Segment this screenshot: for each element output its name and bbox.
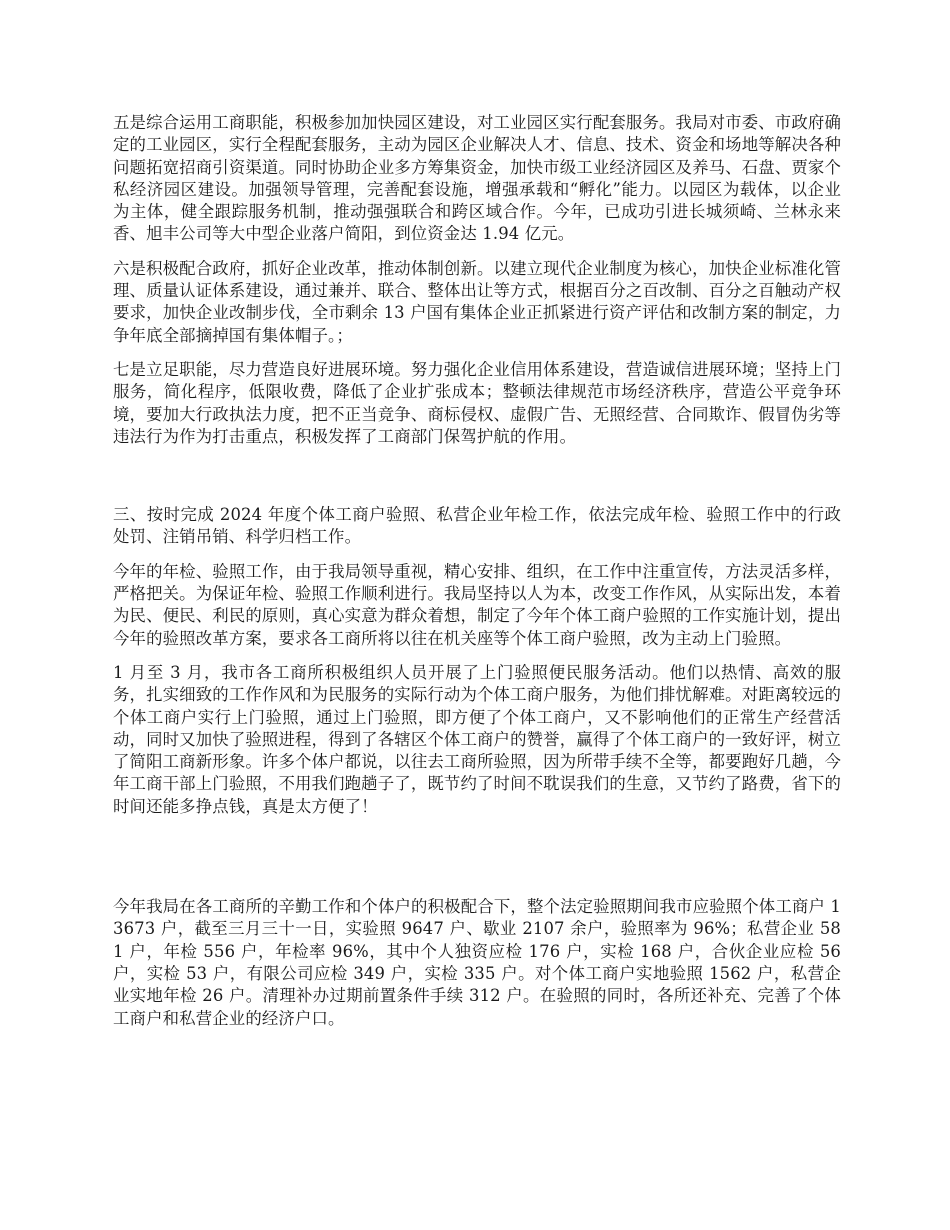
paragraph-spacer <box>113 650 841 662</box>
paragraph-spacer <box>113 246 841 258</box>
paragraph-park-construction: 五是综合运用工商职能，积极参加加快园区建设，对工业园区实行配套服务。我局对市委、市政府确定的工业园区，实行全程配套服务，主动为园区企业解决人才、信息、技术、资金和场地等解决各种问题拓宽招商引资渠道。同时协助企业多方筹集资金，加快市级工业经济园区及养马、石盘、贾家个私经济园区建设。加强领导管理，完善配套设施，增强承载和“孵化”能力。以园区为载体，以企业为主体，健全跟踪服务机制，推动强强联合和跨区域合作。今年，已成功引进长城须崎、兰林永来香、旭丰公司等大中型企业落户简阳，到位资金达 1.94 亿元。 <box>113 113 841 244</box>
paragraph-development-environment: 七是立足职能，尽力营造良好进展环境。努力强化企业信用体系建设，营造诚信进展环境；坚持上门服务，简化程序，低限收费，降低了企业扩张成本；整顿法律规范市场经济秩序，营造公平竞争环境，要加大行政执法力度，把不正当竞争、商标侵权、虚假广告、无照经营、合同欺诈、假冒伪劣等违法行为作为打击重点，积极发挥了工商部门保驾护航的作用。 <box>113 359 841 446</box>
section-heading-annual-inspection: 三、按时完成 2024 年度个体工商户验照、私营企业年检工作，依法完成年检、验照工作中的行政处罚、注销吊销、科学归档工作。 <box>113 505 841 547</box>
paragraph-spacer <box>113 549 841 561</box>
paragraph-door-to-door-service: 1 月至 3 月，我市各工商所积极组织人员开展了上门验照便民服务活动。他们以热情、高效的服务，扎实细致的工作作风和为民服务的实际行动为个体工商户服务，为他们排忧解难。对距离较远的个体工商户实行上门验照，通过上门验照，即方便了个体工商户，又不影响他们的正常生产经营活动，同时又加快了验照进程，得到了各辖区个体工商户的赞誉，赢得了个体工商户的一致好评，树立了简阳工商新形象。许多个体户都说，以往去工商所验照，因为所带手续不全等，都要跑好几趟，今年工商干部上门验照，不用我们跑趟子了，既节约了时间不耽误我们的生意，又节约了路费，省下的时间还能多挣点钱，真是太方便了！ <box>113 662 841 816</box>
paragraph-inspection-statistics: 今年我局在各工商所的辛勤工作和个体户的积极配合下，整个法定验照期间我市应验照个体工商户 13673 户，截至三月三十一日，实验照 9647 户、歇业 2107 余户，验照率为 96%；私营企业 581 户，年检 556 户，年检率 96%，其中个人独资应检 176 户，实检 168 户，合伙企业应检 56 户，实检 53 户，有限公司应检 349 户，实检 335 户。对个体工商户实地验照 1562 户，私营企业实地年检 26 户。清理补办过期前置条件手续 312 户。在验照的同时，各所还补充、完善了个体工商户和私营企业的经济户口。 <box>113 897 841 1028</box>
section-spacer <box>113 818 841 896</box>
paragraph-inspection-overview: 今年的年检、验照工作，由于我局领导重视，精心安排、组织，在工作中注重宣传，方法灵活多样，严格把关。为保证年检、验照工作顺利进行。我局坚持以人为本，改变工作作风，从实际出发，本着为民、便民、利民的原则，真心实意为群众着想，制定了今年个体工商户验照的工作实施计划，提出今年的验照改革方案，要求各工商所将以往在机关座等个体工商户验照，改为主动上门验照。 <box>113 561 841 648</box>
paragraph-enterprise-reform: 六是积极配合政府，抓好企业改革，推动体制创新。以建立现代企业制度为核心，加快企业标准化管理、质量认证体系建设，通过兼并、联合、整体出让等方式，根据百分之百改制、百分之百触动产权要求，加快企业改制步伐，全市剩余 13 户国有集体企业正抓紧进行资产评估和改制方案的制定，力争年底全部摘掉国有集体帽子。； <box>113 258 841 345</box>
document-body <box>113 112 841 1030</box>
section-spacer <box>113 448 841 504</box>
paragraph-spacer <box>113 347 841 359</box>
